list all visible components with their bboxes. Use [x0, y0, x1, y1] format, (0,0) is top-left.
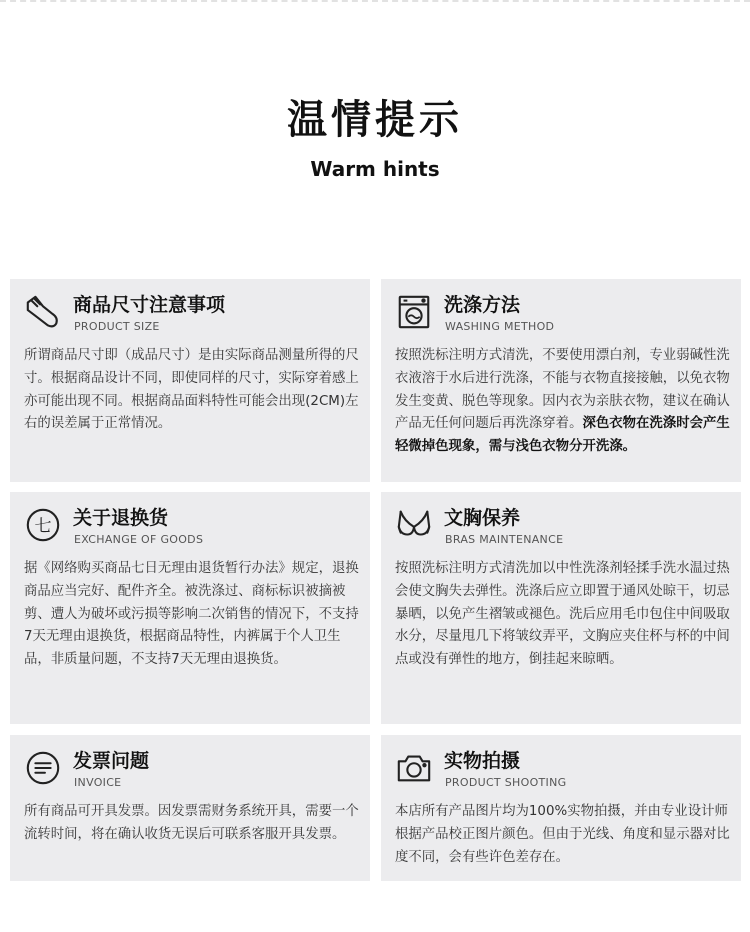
page-subtitle: Warm hints	[310, 157, 440, 181]
card-title: 文胸保养	[444, 507, 521, 529]
svg-text:七: 七	[34, 516, 52, 537]
card-subtitle: BRAS MAINTENANCE	[445, 533, 564, 546]
card-subtitle: EXCHANGE OF GOODS	[74, 533, 204, 546]
card-subtitle: INVOICE	[74, 776, 122, 789]
card-body: 按照洗标注明方式清洗加以中性洗涤剂轻揉手洗水温过热会使文胸失去弹性。洗涤后应立即置于通风处晾干，切忌暴晒，以免产生褶皱或褪色。洗后应用毛巾包住中间吸取水分，尽量甩几下将皱纹弄平，文胸应夹住杯与杯的中间点或没有弹性的地方，倒挂起来晾晒。	[395, 561, 730, 668]
card-title: 关于退换货	[73, 507, 169, 529]
page-title: 温情提示	[287, 97, 463, 143]
card-body: 所有商品可开具发票。因发票需财务系统开具，需要一个流转时间，将在确认收货无误后可联系客服开具发票。	[24, 804, 359, 842]
card-body: 所谓商品尺寸即（成品尺寸）是由实际商品测量所得的尺寸。根据商品设计不同，即使同样的尺寸，实际穿着感上亦可能出现不同。根据商品面料特性可能会出现(2CM)左右的误差属于正常情况。	[24, 348, 359, 432]
card-body-bold-note: 深色衣物在洗涤时会产生轻微掉色现象，需与浅色衣物分开洗涤。	[395, 416, 730, 455]
top-dashed-border	[0, 0, 750, 2]
card-subtitle: PRODUCT SHOOTING	[445, 776, 567, 789]
page-header	[0, 92, 750, 182]
card-invoice	[10, 735, 370, 881]
card-title: 商品尺寸注意事项	[73, 294, 226, 316]
card-body: 据《网络购买商品七日无理由退货暂行办法》规定，退换商品应当完好、配件齐全。被洗涤过、商标标识被摘被剪、遭人为破坏或污损等影响二次销售的情况下，不支持7天无理由退换货，根据商品特性，内裤属于个人卫生品，非质量问题，不支持7天无理由退换货。	[24, 561, 359, 668]
seven-days-icon	[24, 506, 62, 544]
card-product-shooting	[381, 735, 741, 881]
camera-icon	[395, 749, 433, 787]
card-exchange-of-goods	[10, 492, 370, 724]
card-body: 本店所有产品图片均为100%实物拍摄，并由专业设计师根据产品校正图片颜色。但由于光线、角度和显示器对比度不同，会有些许色差存在。	[395, 804, 730, 865]
card-title: 洗涤方法	[444, 294, 521, 316]
sock-icon	[24, 293, 62, 331]
card-body	[395, 345, 731, 459]
bra-icon	[395, 506, 433, 544]
card-product-size	[10, 279, 370, 482]
card-body-text: 按照洗标注明方式清洗，不要使用漂白剂，专业弱碱性洗衣液溶于水后进行洗涤，不能与衣物直接接触，以免衣物发生变黄、脱色等现象。因内衣为亲肤衣物，建议在确认产品无任何问题后再洗涤穿着。	[395, 348, 730, 432]
card-title: 发票问题	[73, 750, 150, 772]
card-title: 实物拍摄	[444, 750, 521, 772]
washing-machine-icon	[395, 293, 433, 331]
card-bras-maintenance	[381, 492, 741, 724]
card-subtitle: WASHING METHOD	[445, 320, 555, 333]
card-washing-method	[381, 279, 741, 482]
invoice-icon	[24, 749, 62, 787]
card-subtitle: PRODUCT SIZE	[74, 320, 160, 333]
